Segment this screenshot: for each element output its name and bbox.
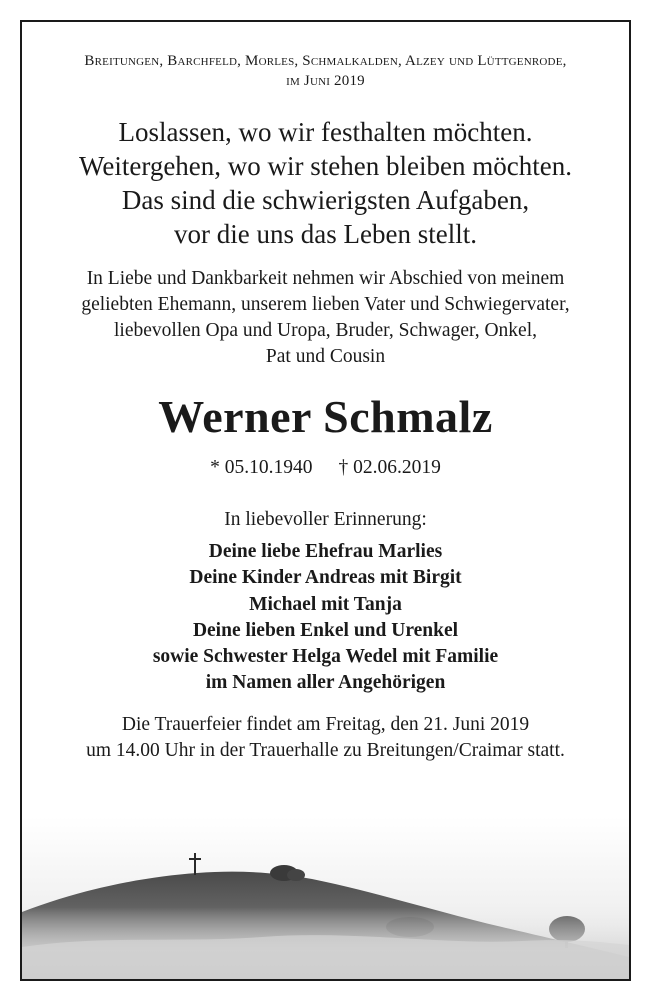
mourner-line: Deine lieben Enkel und Urenkel (192, 619, 459, 641)
birth-date: * 05.10.1940 (210, 457, 313, 478)
quote-line: Loslassen, wo wir festhalten möchten. (118, 117, 533, 147)
mourner-line: sowie Schwester Helga Wedel mit Familie (152, 646, 499, 668)
memorial-quote (22, 115, 629, 251)
farewell-intro (22, 266, 629, 370)
intro-line: In Liebe und Dankbarkeit nehmen wir Abschied von meinem (86, 268, 565, 289)
mourner-line: Michael mit Tanja (249, 593, 402, 615)
month-line: im Juni 2019 (286, 73, 365, 89)
service-line: um 14.00 Uhr in der Trauerhalle zu Breitungen/Craimar statt. (86, 740, 565, 761)
intro-line: liebevollen Opa und Uropa, Bruder, Schwager, Onkel, (114, 320, 537, 341)
mourner-line: im Namen aller Angehörigen (205, 672, 446, 694)
quote-line: Das sind die schwierigsten Aufgaben, (121, 185, 530, 215)
memory-heading: In liebevoller Erinnerung: (224, 509, 427, 530)
service-line: Die Trauerfeier findet am Freitag, den 21. Juni 2019 (121, 714, 530, 735)
mourner-line: Deine Kinder Andreas mit Birgit (189, 567, 462, 589)
obituary-frame (20, 20, 631, 981)
places-line: Breitungen, Barchfeld, Morles, Schmalkalden, Alzey und Lüttgenrode, (84, 53, 567, 69)
life-dates (22, 455, 629, 481)
place-date-header (22, 51, 629, 91)
funeral-service-info (22, 712, 629, 764)
death-date: † 02.06.2019 (338, 457, 441, 478)
mourner-line: Deine liebe Ehefrau Marlies (208, 541, 443, 562)
quote-line: vor die uns das Leben stellt. (174, 219, 477, 249)
quote-line: Weitergehen, wo wir stehen bleiben möchten. (79, 151, 572, 181)
hill-with-cross-image (22, 817, 629, 979)
intro-line: geliebten Ehemann, unserem lieben Vater und Schwiegervater, (81, 294, 570, 315)
deceased-name: Werner Schmalz (158, 391, 493, 442)
intro-line: Pat und Cousin (265, 346, 386, 367)
mourners-list (22, 539, 629, 697)
